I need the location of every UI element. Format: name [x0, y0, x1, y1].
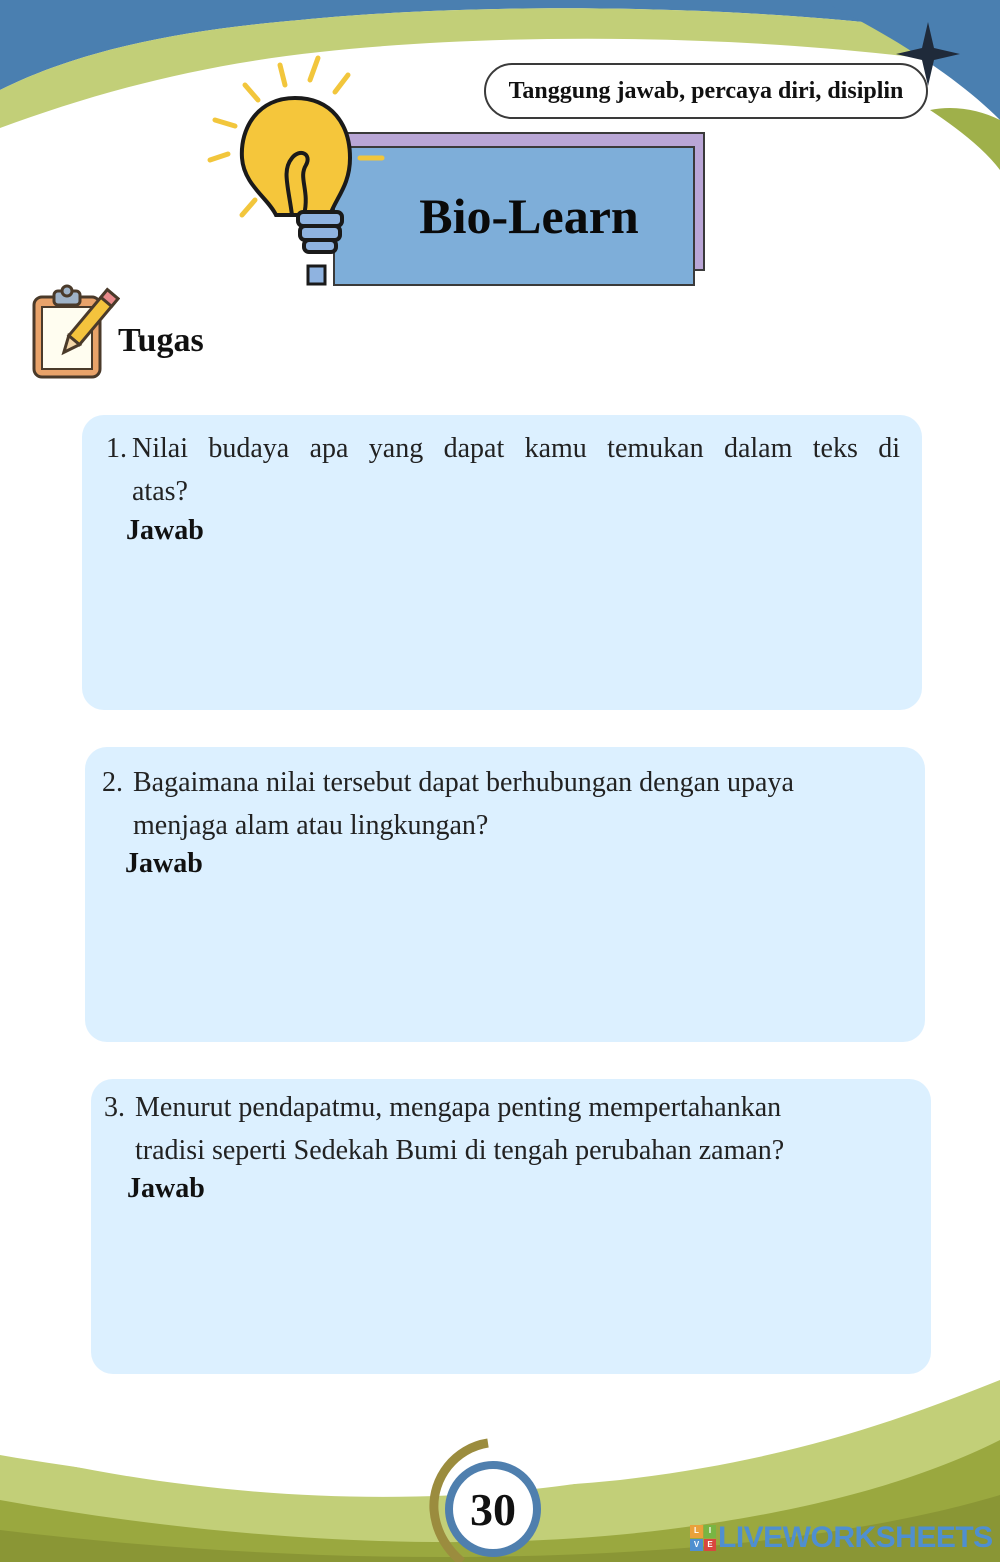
- question-text-line-2: atas?: [132, 476, 188, 507]
- question-text-line-1: Menurut pendapatmu, mengapa penting mempertahankan: [135, 1092, 782, 1123]
- question-card-2: [85, 747, 925, 1042]
- liveworksheets-watermark[interactable]: [690, 1518, 993, 1558]
- answer-area-2[interactable]: [125, 892, 885, 1022]
- motto-badge: Tanggung jawab, percaya diri, disiplin: [484, 63, 928, 119]
- answer-label: Jawab: [126, 515, 204, 546]
- question-number: 1.: [106, 433, 127, 464]
- page-number: 30: [445, 1461, 541, 1557]
- question-text-line-1: Bagaimana nilai tersebut dapat berhubungan dengan upaya: [133, 767, 794, 798]
- section-title: Tugas: [118, 322, 204, 359]
- question-card-1: [82, 415, 922, 710]
- question-text-line-2: tradisi seperti Sedekah Bumi di tengah perubahan zaman?: [135, 1135, 785, 1166]
- liveworksheets-logo-icon: L I V E: [690, 1525, 716, 1551]
- clipboard-pencil-icon: [28, 283, 120, 381]
- answer-area-1[interactable]: [122, 560, 882, 690]
- light-bulb-icon: [200, 50, 390, 290]
- answer-label: Jawab: [127, 1173, 205, 1204]
- answer-label: Jawab: [125, 848, 203, 879]
- question-card-3: [91, 1079, 931, 1374]
- question-text-line-2: menjaga alam atau lingkungan?: [133, 810, 489, 841]
- question-number: 3.: [104, 1092, 125, 1123]
- question-text-line-1: Nilai budaya apa yang dapat kamu temukan dalam teks di: [132, 433, 900, 464]
- question-number: 2.: [102, 767, 123, 798]
- watermark-text: LIVEWORKSHEETS: [718, 1521, 993, 1554]
- answer-area-3[interactable]: [127, 1219, 887, 1354]
- page-title: Bio-Learn: [333, 146, 695, 286]
